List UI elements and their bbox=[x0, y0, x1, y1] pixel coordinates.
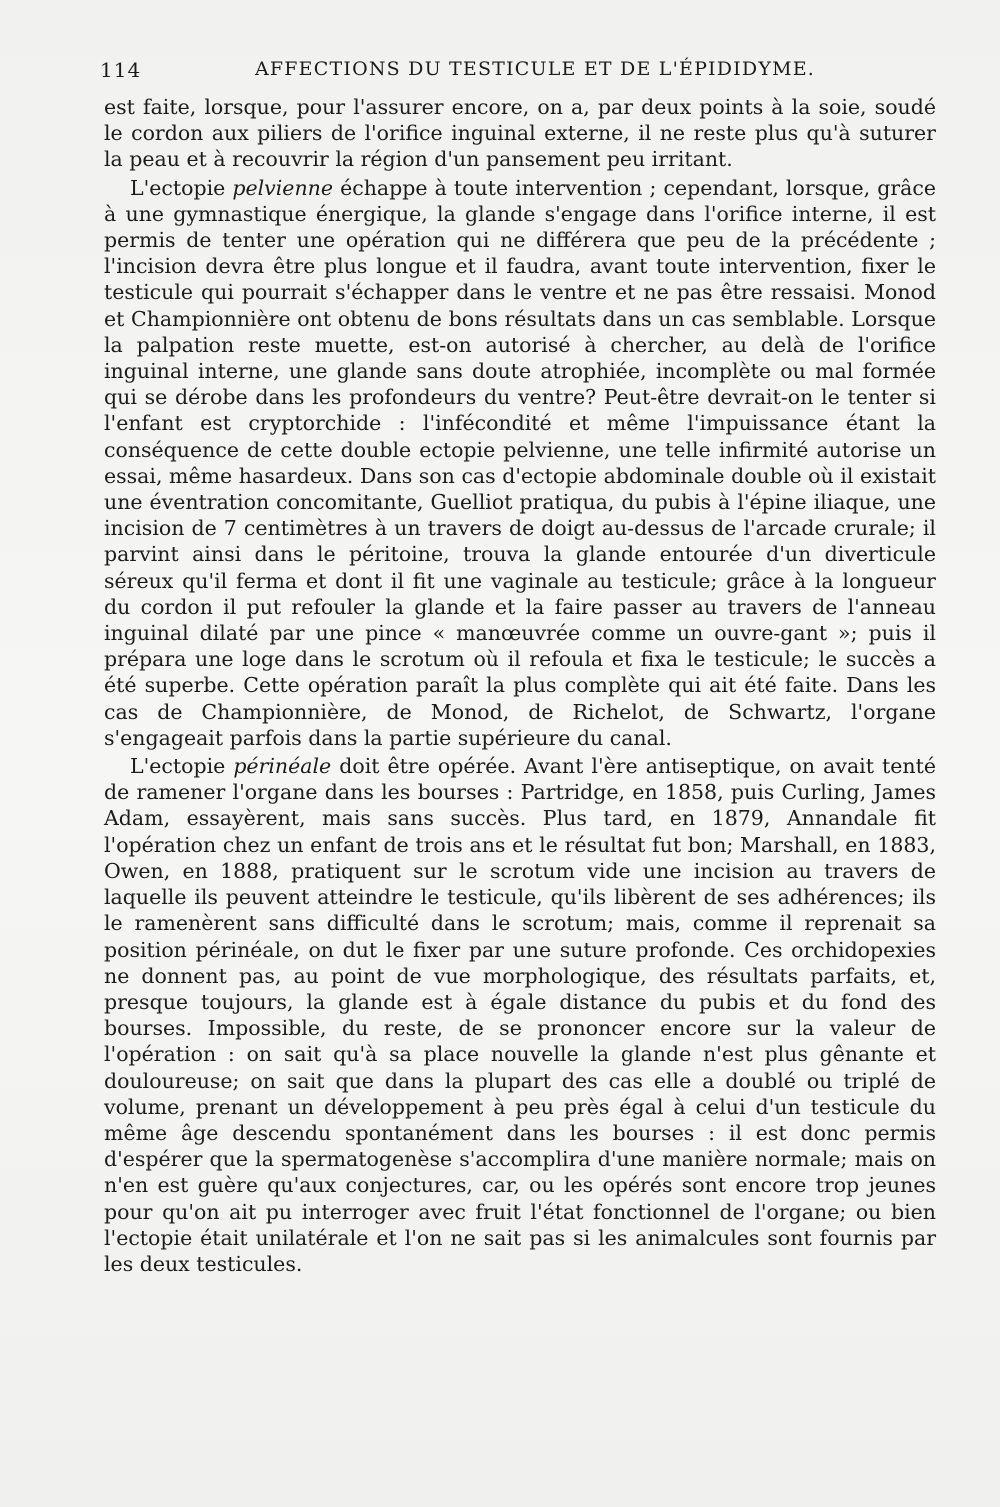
text-segment: est faite, lorsque, pour l'assurer encore, on a, par deux points à la soie, soudé le cordon aux piliers de l'orifice inguinal externe, il ne reste plus qu'à suturer la peau et à recouvrir la région d'un pansement peu irritant. bbox=[104, 95, 936, 172]
text-segment: échappe à toute intervention ; cependant, lorsque, grâce à une gymnastique énergique, la glande s'engage dans l'orifice interne, il est permis de tenter une opération qui ne différera que peu de la précédente ; l'incision devra être plus longue et il faudra, avant toute intervention, fixer le testicule qui pourrait s'échapper dans le ventre et ne pas être ressaisi. Monod et Championnière ont obtenu de bons résultats dans un cas semblable. Lorsque la palpation reste muette, est-on autorisé à chercher, au delà de l'orifice inguinal interne, une glande sans doute atrophiée, incomplète ou mal formée qui se dérobe dans les profondeurs du ventre? Peut-être devrait-on le tenter si l'enfant est cryptorchide : l'infécondité et même l'impuissance étant la conséquence de cette double ectopie pelvienne, une telle infirmité autorise un essai, même hasardeux. Dans son cas d'ectopie abdominale double où il existait une éventration concomitante, Guelliot pratiqua, du pubis à l'épine iliaque, une incision de 7 centimètres à un travers de doigt au-dessus de l'arcade crurale; il parvint ainsi dans le péritoine, trouva la glande entourée d'un diverticule séreux qu'il ferma et dont il fit une vaginale au testicule; grâce à la longueur du cordon il put refouler la glande et la faire passer au travers de l'anneau inguinal dilaté par une pince « manœuvrée comme un ouvre-gant »; puis il prépara une loge dans le scrotum où il refoula et fixa le testicule; le succès a été superbe. Cette opération paraît la plus complète qui ait été faite. Dans les cas de Championnière, de Monod, de Richelot, de Schwartz, l'organe s'engageait parfois dans la partie supérieure du canal. bbox=[104, 175, 936, 750]
text-segment: doit être opérée. Avant l'ère antiseptique, on avait tenté de ramener l'organe dans les bourses : Partridge, en 1858, puis Curling, James Adam, essayèrent, mais sans succès. Plus tard, en 1879, Annandale fit l'opération chez un enfant de trois ans et le résultat fut bon; Marshall, en 1883, Owen, en 1888, pratiquent sur le scrotum vide une incision au travers de laquelle ils peuvent atteindre le testicule, qu'ils libèrent de ses adhérences; ils le ramenèrent sans difficulté dans le scrotum; mais, comme il reprenait sa position périnéale, on dut le fixer par une suture profonde. Ces orchidopexies ne donnent pas, au point de vue morphologique, des résultats parfaits, et, presque toujours, la glande est à égale distance du pubis et du fond des bourses. Impossible, du reste, de se prononcer encore sur la valeur de l'opération : on sait qu'à sa place nouvelle la glande n'est plus gênante et douloureuse; on sait que dans la plupart des cas elle a doublé ou triplé de volume, prenant un développement à peu près égal à celui d'un testicule du même âge descendu spontanément dans les bourses : il est donc permis d'espérer que la spermatogenèse s'accomplira d'une manière normale; mais on n'en est guère qu'aux conjectures, car, ou les opérés sont encore trop jeunes pour qu'on ait pu interroger avec fruit l'état fonctionnel de l'organe; ou bien l'ectopie était unilatérale et l'on ne sait pas si les animalcules sont fournis par les deux testicules. bbox=[104, 754, 936, 1276]
paragraph bbox=[104, 94, 936, 173]
page-number: 114 bbox=[100, 58, 142, 82]
page-header bbox=[100, 58, 950, 90]
italic-term: pelvienne bbox=[232, 175, 333, 200]
paragraph bbox=[104, 175, 936, 751]
body-text bbox=[104, 94, 936, 1277]
italic-term: périnéale bbox=[233, 754, 332, 779]
text-segment: L'ectopie bbox=[130, 754, 234, 779]
running-title: AFFECTIONS DU TESTICULE ET DE L'ÉPIDIDYME. bbox=[255, 58, 816, 80]
text-segment: L'ectopie bbox=[130, 175, 233, 200]
paragraph bbox=[104, 753, 936, 1277]
